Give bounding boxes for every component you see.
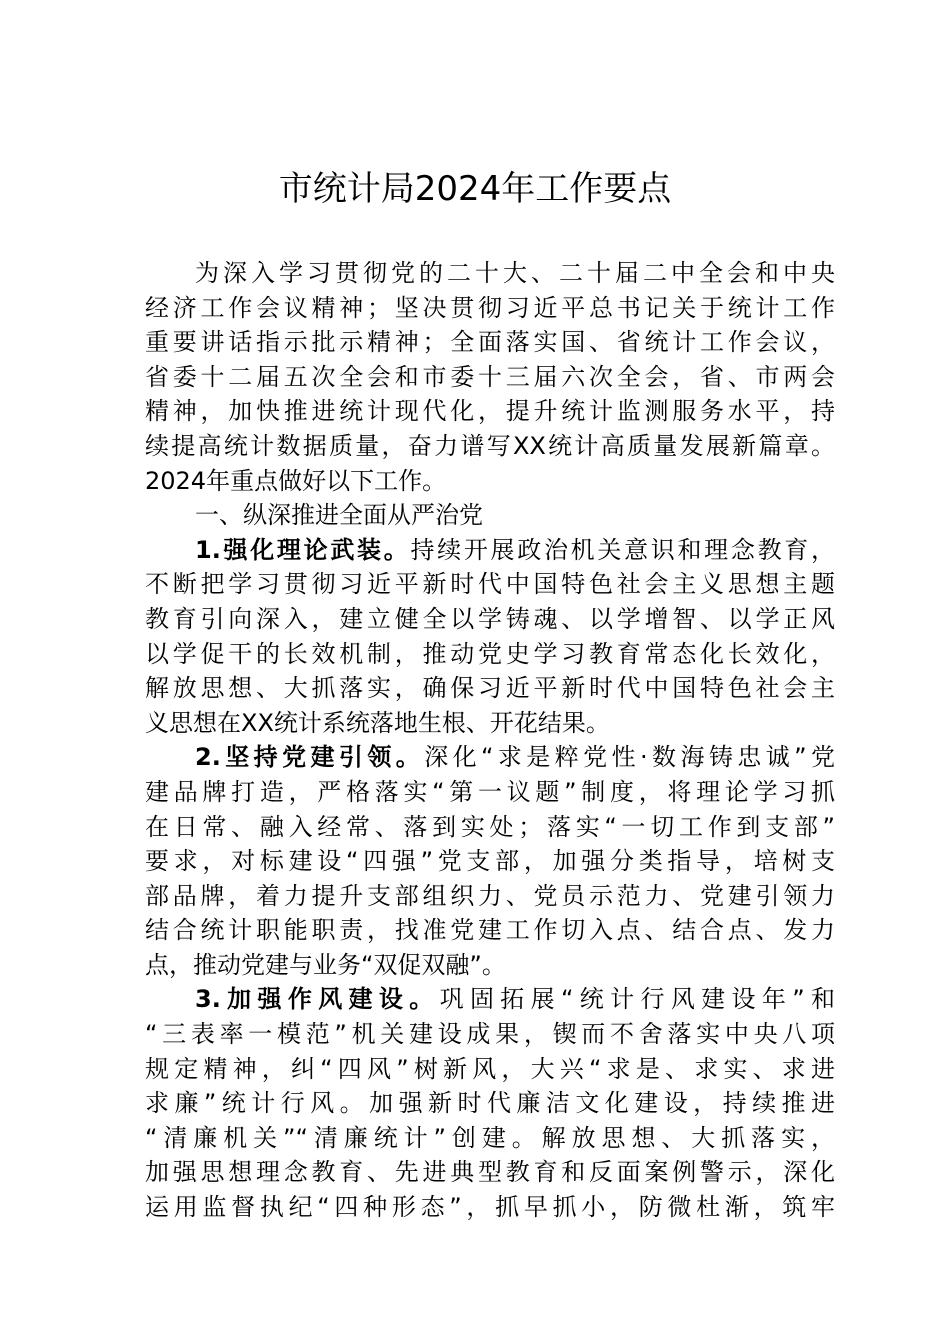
line-text: 结合统计职能职责，找准党建工作切入点、结合点、发力 bbox=[145, 916, 835, 945]
item-heading: 1.强化理论武装。 bbox=[195, 535, 411, 564]
text-line bbox=[145, 879, 835, 914]
text-line bbox=[145, 637, 835, 672]
text-line bbox=[145, 602, 835, 637]
line-text: 深化“求是粹党性·数海铸忠诚”党 bbox=[424, 743, 835, 772]
line-text: 部品牌，着力提升支部组织力、党员示范力、党建引领力 bbox=[145, 881, 835, 910]
line-text: 不断把学习贯彻习近平新时代中国特色社会主义思想主题 bbox=[145, 570, 835, 599]
line-text: 规定精神，纠“四风”树新风，大兴“求是、求实、求进 bbox=[145, 1054, 835, 1083]
line-text: 在日常、融入经常、落到实处；落实“一切工作到支部” bbox=[145, 812, 835, 841]
text-line bbox=[145, 498, 835, 533]
text-line bbox=[145, 1052, 835, 1087]
item-heading: 3.加强作风建设。 bbox=[195, 985, 440, 1014]
line-text: 续提高统计数据质量，奋力谱写XX统计高质量发展新篇章。 bbox=[145, 431, 835, 460]
line-text: 建品牌打造，严格落实“第一议题”制度，将理论学习抓 bbox=[145, 777, 835, 806]
page-title: 市统计局2024年工作要点 bbox=[278, 169, 672, 209]
line-text: 重要讲话指示批示精神；全面落实国、省统计工作会议， bbox=[145, 328, 835, 357]
text-line bbox=[145, 948, 835, 983]
line-text: 点，推动党建与业务“双促双融”。 bbox=[145, 950, 506, 979]
text-line bbox=[145, 1121, 835, 1156]
text-line bbox=[145, 256, 835, 291]
text-line bbox=[145, 429, 835, 464]
text-line bbox=[145, 325, 835, 360]
text-line bbox=[145, 1017, 835, 1052]
line-text: 巩固拓展“统计行风建设年”和 bbox=[439, 985, 835, 1014]
text-line bbox=[145, 1190, 835, 1225]
line-text: 一、纵深推进全面从严治党 bbox=[195, 501, 483, 530]
text-line bbox=[145, 291, 835, 326]
text-line bbox=[145, 810, 835, 845]
line-text: 加强思想理念教育、先进典型教育和反面案例警示，深化 bbox=[145, 1158, 835, 1187]
text-line bbox=[145, 671, 835, 706]
line-text: 精神，加快推进统计现代化，提升统计监测服务水平，持 bbox=[145, 397, 835, 426]
text-line bbox=[145, 464, 835, 499]
text-line bbox=[145, 740, 835, 775]
line-text: “清廉机关”“清廉统计”创建。解放思想、大抓落实， bbox=[145, 1123, 835, 1152]
text-line bbox=[145, 913, 835, 948]
text-line bbox=[145, 844, 835, 879]
text-line bbox=[145, 360, 835, 395]
item-heading: 2.坚持党建引领。 bbox=[195, 743, 425, 772]
text-line bbox=[145, 533, 835, 568]
line-text: 持续开展政治机关意识和理念教育， bbox=[410, 535, 835, 564]
line-text: 要求，对标建设“四强”党支部，加强分类指导，培树支 bbox=[145, 847, 835, 876]
line-text: 以学促干的长效机制，推动党史学习教育常态化长效化， bbox=[145, 639, 835, 668]
line-text: 省委十二届五次全会和市委十三届六次全会，省、市两会 bbox=[145, 362, 835, 391]
line-text: 为深入学习贯彻党的二十大、二十届二中全会和中央 bbox=[195, 259, 835, 287]
document-body bbox=[145, 256, 835, 1225]
text-line bbox=[145, 775, 835, 810]
line-text: 经济工作会议精神；坚决贯彻习近平总书记关于统计工作 bbox=[145, 293, 835, 322]
text-line bbox=[145, 982, 835, 1017]
text-line bbox=[145, 1086, 835, 1121]
line-text: 解放思想、大抓落实，确保习近平新时代中国特色社会主 bbox=[145, 674, 835, 703]
text-line bbox=[145, 1155, 835, 1190]
line-text: 2024年重点做好以下工作。 bbox=[145, 466, 447, 495]
text-line bbox=[145, 706, 835, 741]
text-line bbox=[145, 394, 835, 429]
text-line bbox=[145, 567, 835, 602]
line-text: “三表率一模范”机关建设成果，锲而不舍落实中央八项 bbox=[145, 1020, 835, 1049]
line-text: 运用监督执纪“四种形态”，抓早抓小，防微杜渐，筑牢 bbox=[145, 1193, 835, 1222]
line-text: 求廉”统计行风。加强新时代廉洁文化建设，持续推进 bbox=[145, 1089, 835, 1118]
line-text: 教育引向深入，建立健全以学铸魂、以学增智、以学正风 bbox=[145, 604, 835, 633]
line-text: 义思想在XX统计系统落地生根、开花结果。 bbox=[145, 708, 610, 737]
